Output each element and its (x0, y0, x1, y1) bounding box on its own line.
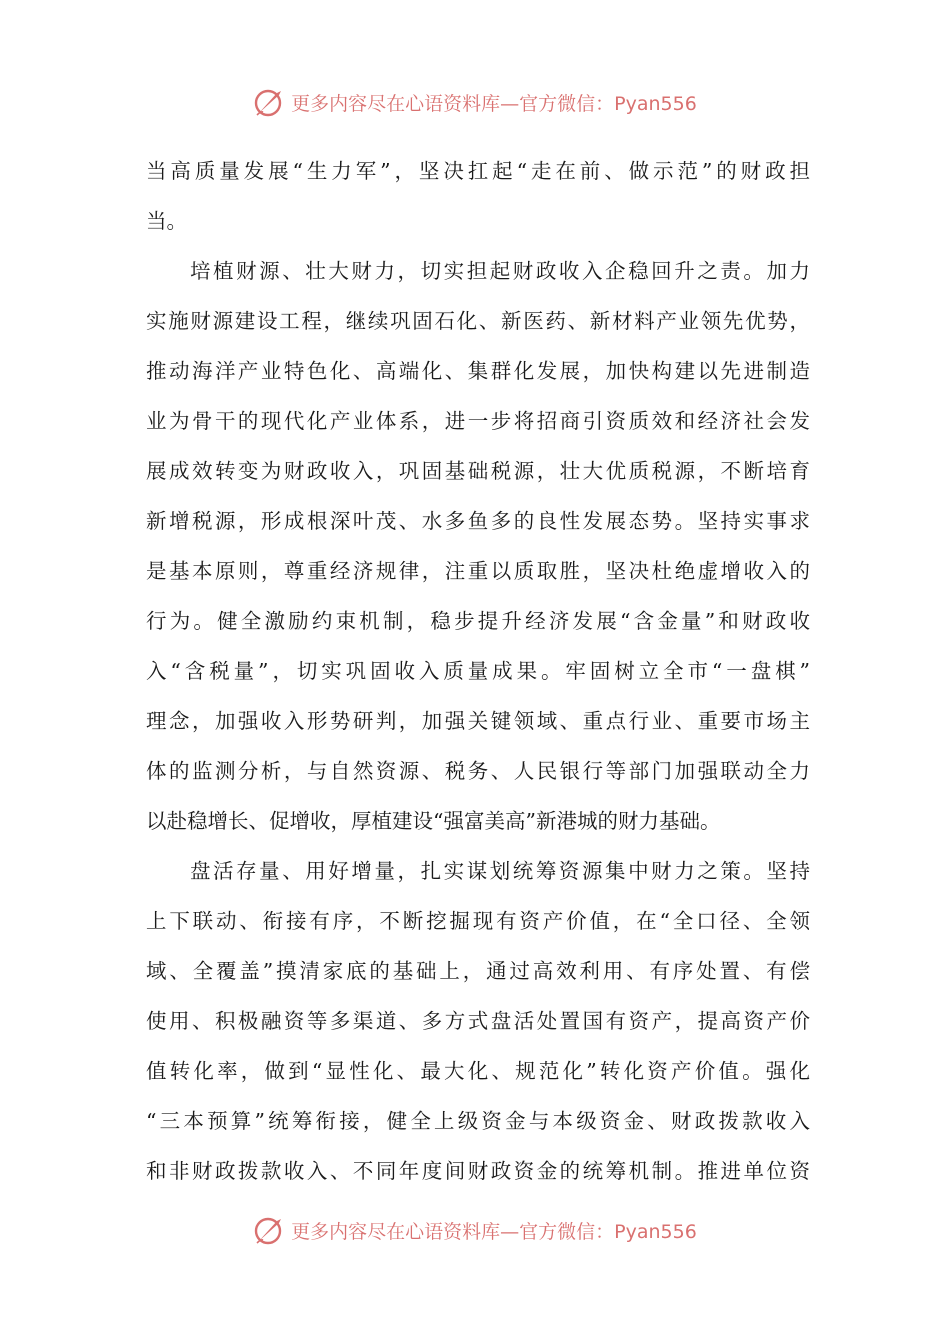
footer-watermark-text: 更多内容尽在心语资料库—官方微信：Pyan556 (291, 1220, 697, 1243)
text-line: 值转化率，做到“显性化、最大化、规范化”转化资产价值。强化 (146, 1059, 810, 1083)
pen-logo-icon (253, 85, 287, 119)
text-line: 理念，加强收入形势研判，加强关键领域、重点行业、重要市场主 (146, 709, 810, 733)
text-line: 使用、积极融资等多渠道、多方式盘活处置国有资产，提高资产价 (146, 1009, 810, 1033)
paragraph-start-line: 培植财源、壮大财力，切实担起财政收入企稳回升之责。加力 (190, 259, 810, 283)
text-line: 新增税源，形成根深叶茂、水多鱼多的良性发展态势。坚持实事求 (146, 509, 810, 533)
text-line: 入“含税量”，切实巩固收入质量成果。牢固树立全市“一盘棋” (146, 659, 810, 683)
text-line: 实施财源建设工程，继续巩固石化、新医药、新材料产业领先优势， (146, 309, 810, 333)
text-line: 推动海洋产业特色化、高端化、集群化发展，加快构建以先进制造 (146, 359, 810, 383)
paragraph-start-line: 盘活存量、用好增量，扎实谋划统筹资源集中财力之策。坚持 (190, 859, 810, 883)
footer-watermark-banner (0, 1210, 950, 1250)
text-line: 业为骨干的现代化产业体系，进一步将招商引资质效和经济社会发 (146, 409, 810, 433)
text-line: 当。 (146, 209, 187, 233)
header-watermark-banner (0, 82, 950, 122)
text-line: 是基本原则，尊重经济规律，注重以质取胜，坚决杜绝虚增收入的 (146, 559, 810, 583)
text-line: 上下联动、衔接有序，不断挖掘现有资产价值，在“全口径、全领 (146, 909, 810, 933)
text-line: “三本预算”统筹衔接，健全上级资金与本级资金、财政拨款收入 (146, 1109, 810, 1133)
text-line: 域、全覆盖”摸清家底的基础上，通过高效利用、有序处置、有偿 (146, 959, 810, 983)
text-line: 和非财政拨款收入、不同年度间财政资金的统筹机制。推进单位资 (146, 1159, 810, 1183)
document-body (146, 146, 810, 1196)
text-line: 当高质量发展“生力军”，坚决扛起“走在前、做示范”的财政担 (146, 159, 810, 183)
header-watermark-text: 更多内容尽在心语资料库—官方微信：Pyan556 (291, 92, 697, 115)
text-line: 展成效转变为财政收入，巩固基础税源，壮大优质税源，不断培育 (146, 459, 810, 483)
text-line: 体的监测分析，与自然资源、税务、人民银行等部门加强联动全力 (146, 759, 810, 783)
text-line: 行为。健全激励约束机制，稳步提升经济发展“含金量”和财政收 (146, 609, 810, 633)
text-line: 以赴稳增长、促增收，厚植建设“强富美高”新港城的财力基础。 (146, 809, 721, 833)
pen-logo-icon (253, 1213, 287, 1247)
